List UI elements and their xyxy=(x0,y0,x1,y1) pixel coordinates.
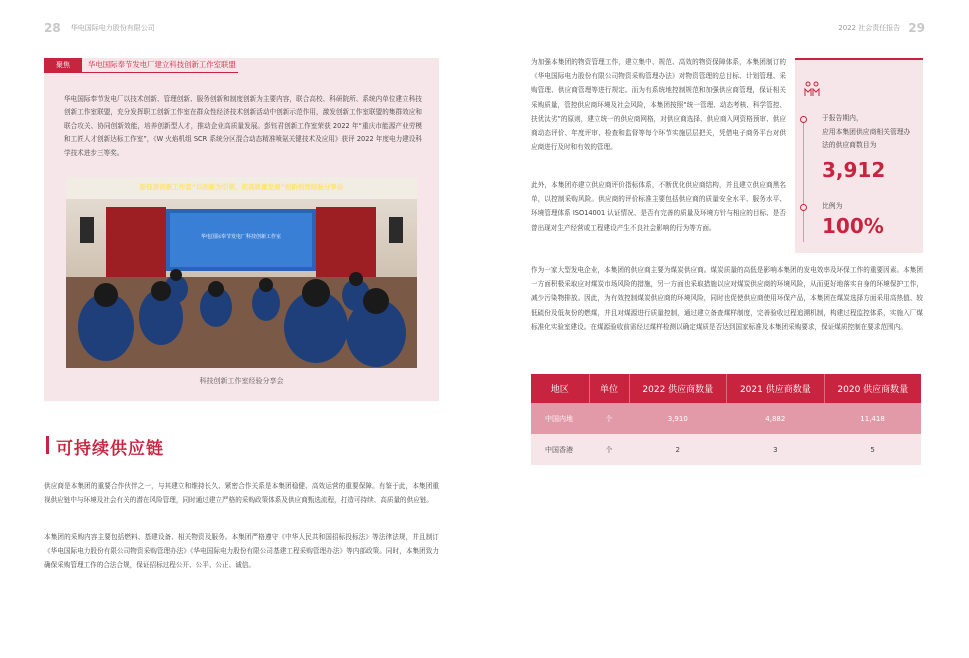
spotlight-tag: 聚焦 xyxy=(44,58,82,72)
left-page-number: 28 xyxy=(44,21,61,35)
col-2020: 2020 供应商数量 xyxy=(824,374,921,403)
section-marker xyxy=(46,436,49,454)
right-paragraph-2: 此外，本集团亦建立供应商评价指标体系，不断优化供应商结构，并且建立供应商黑名单，以控制采购风险。供应商的评价标准主要包括供应商的质量安全水平、服务水平、环境管理体系 ISO14001 认证情况、是否有完善的质量及环境方针与相应的目标、是否曾出现对生产经营或工程建设产生不良社会影响的行为等方面。 xyxy=(531,181,786,232)
cell-unit: 个 xyxy=(589,434,629,465)
cell-unit: 个 xyxy=(589,403,629,434)
supply-chain-paragraph-2: 本集团的采购内容主要包括燃料、基建设备、相关物资及服务。本集团严格遵守《中华人民共和国招标投标法》等法律法规，并且制订《华电国际电力股份有限公司物资采购管理办法》《华电国际电力股份有限公司基建工程采购管理办法》等内部政策。同时，本集团致力确保采购管理工作的合法合规，保证招标过程公开、公平、公正、诚信。 xyxy=(44,533,439,570)
right-paragraph-1: 为加强本集团的物资管理工作，建立集中、规范、高效的物资保障体系，本集团制订的《华电国际电力股份有限公司物资采购管理办法》对物资管理的总目标、计划管理、采购管理、供应商管理等进行规定。而为有系统地控制规范和加强供应商管理，保证相关采购质量，管控供应商环境及社会风险，本集团按照“统一管理、动态考核、科学管控、扶优汰劣”的原则，建立统一的供应商网格，对供应商选择、供应商入网资格预审、供应商动态评价、年度评审、检查和监督等每个环节实施层层把关，凭借电子商务平台对供应商进行及时和有效的管理。 xyxy=(531,58,786,152)
supply-chain-paragraph-1: 供应商是本集团的重要合作伙伴之一，与其建立和维持长久、紧密合作关系是本集团稳健、高效运营的重要保障。有鉴于此，本集团重视供应链中与环境及社会有关的潜在风险管理，同时通过建立严格的采购政策体系及供应商甄选流程，打造可持续、高质量的供应链。 xyxy=(44,482,439,505)
table-row xyxy=(531,403,921,434)
spotlight-rule xyxy=(44,72,238,73)
photo-caption: 科技创新工作室经验分享会 xyxy=(199,377,284,385)
supplier-table xyxy=(531,374,921,465)
right-page-header xyxy=(838,20,925,36)
photo-screen-text: 华电国际奉节发电厂科技创新工作室 xyxy=(200,234,281,240)
stats-label-2: 比例为 xyxy=(822,202,843,210)
spotlight-text: 华电国际奉节发电厂以技术创新、管理创新、服务创新和制度创新为主要内容，联合高校、科研院所、系统内单位建立科技创新工作室联盟，充分发挥职工创新工作室在群众性经济技术创新活动中创新示范作用，激发创新工作室联盟的集群效应和联合攻关、协同创新效能，培养创新型人才，推动企业高质量发展。彭钰君创新工作室荣获 2022 年“重庆市能源产业劳模和工匠人才创新达标工作室”，《W 火焰机组 SCR 系统分区混合动态精准喷氨关键技术及应用》获评 2022 年度电力建设科学技术进步三等奖。 xyxy=(64,95,422,157)
cell-2022: 3,910 xyxy=(629,403,727,434)
table-row xyxy=(531,434,921,465)
col-unit: 单位 xyxy=(589,374,629,403)
cell-region: 中国内地 xyxy=(531,403,589,434)
stats-card xyxy=(795,58,923,253)
cell-region: 中国香港 xyxy=(531,434,589,465)
stats-intro: 于报告期内， xyxy=(822,114,863,122)
spotlight-title: 华电国际奉节发电厂建立科技创新工作室联盟 xyxy=(88,60,236,69)
cell-2022: 2 xyxy=(629,434,727,465)
section-title: 可持续供应链 xyxy=(56,439,164,459)
cell-2021: 4,882 xyxy=(727,403,825,434)
stats-dot-1 xyxy=(800,116,807,123)
right-page-number: 29 xyxy=(908,21,925,35)
stats-dot-2 xyxy=(800,204,807,211)
left-page-header xyxy=(44,20,155,36)
meeting-photo-illustration xyxy=(66,177,417,368)
col-2022: 2022 供应商数量 xyxy=(629,374,727,403)
cell-2020: 5 xyxy=(824,434,921,465)
col-2021: 2021 供应商数量 xyxy=(727,374,825,403)
stats-value-1: 3,912 xyxy=(822,158,886,182)
cell-2021: 3 xyxy=(727,434,825,465)
table-header-row xyxy=(531,374,921,403)
stats-label-1: 应用本集团供应商相关管理办法的供应商数目为 xyxy=(822,128,911,149)
right-paragraph-3: 作为一家大型发电企业，本集团的供应商主要为煤炭供应商。煤炭质量的高低是影响本集团的发电效率及环保工作的重要因素。本集团一方面积极采取应对煤炭市场风险的措施，另一方面也采取措施以应对煤炭供应商的环境风险，从而更好地落实自身的环境保护工作，减少污染物排放。因此，为有效控制煤炭供应商的环境风险，同时也促使供应商使用环保产品，本集团在煤炭选择方面采用高热值、较低硫份及低灰份的燃煤，并且对煤源进行质量控制，通过建立备查煤样制度，完善验收过程追溯机制，构建过程监控体系，实施入厂煤标准化实验室建设。在煤源验收前需经过煤样检测以确定煤质是否达到国家标准及本集团采购要求，保证煤质控制在要求范围内。 xyxy=(531,266,923,331)
right-header-title: 2022 社会责任报告 xyxy=(838,24,901,32)
meeting-photo xyxy=(66,177,417,368)
left-header-title: 华电国际电力股份有限公司 xyxy=(70,24,155,32)
col-region: 地区 xyxy=(531,374,589,403)
stats-value-2: 100% xyxy=(822,214,884,238)
photo-banner: 彭钰君创新工作室“以创新为引领，促高质量发展”创新创效经验分享会 xyxy=(139,183,344,191)
people-icon xyxy=(803,80,821,98)
cell-2020: 11,418 xyxy=(824,403,921,434)
stats-timeline xyxy=(803,116,804,242)
